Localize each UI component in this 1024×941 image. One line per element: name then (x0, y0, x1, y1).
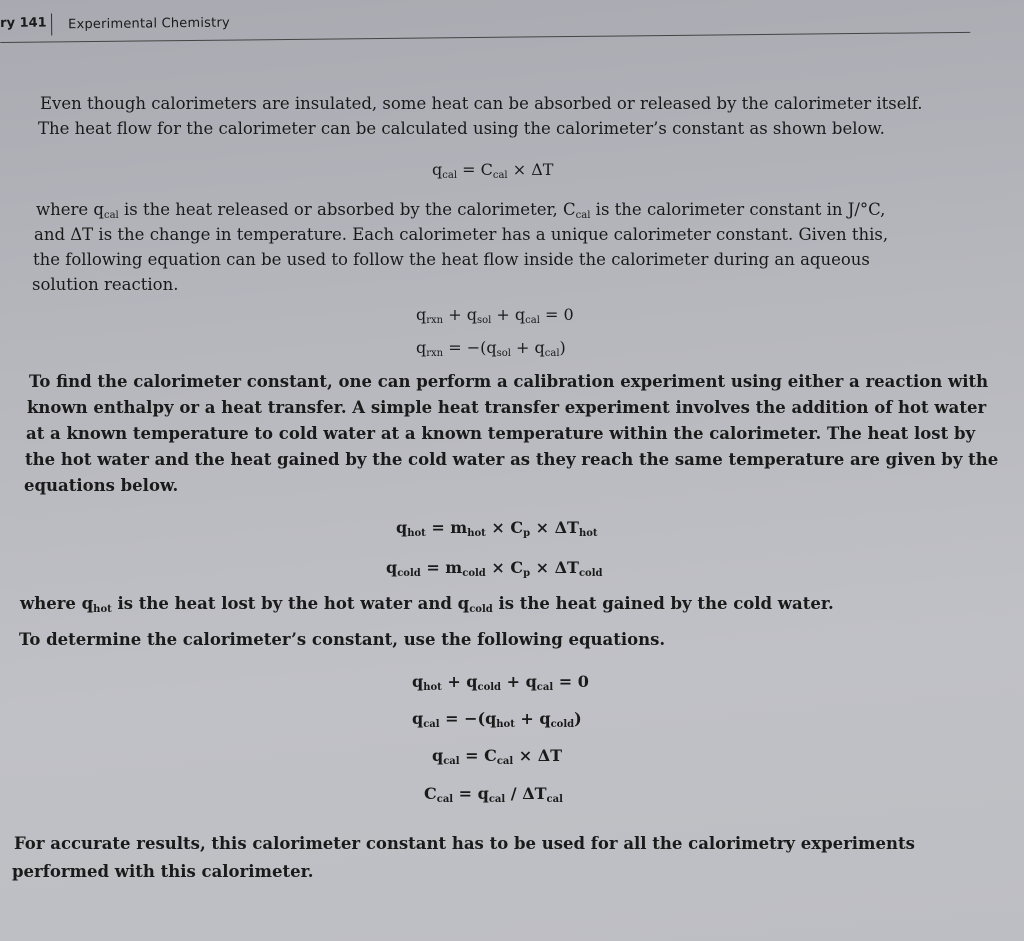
equation-qhot: $q_{hot} = m_{hot} \times C_p \times \Delta T_{hot}$ (396, 518, 598, 539)
course-number: ry 141 (0, 13, 52, 36)
para2-line4: solution reaction. (32, 275, 179, 294)
equation-qcal: $q_{cal} = C_{cal} \times \Delta T$ (432, 160, 554, 181)
equation-qrxn: $q_{rxn} = -(q_{sol} + q_{cal})$ (416, 338, 566, 359)
para2-line2: and ΔT is the change in temperature. Each calorimeter has a unique calorimeter constant. Given this, (34, 225, 889, 244)
para5: To determine the calorimeter’s constant, use the following equations. (19, 630, 666, 649)
para6-line2: performed with this calorimeter. (12, 862, 314, 881)
para2-line1: where $q_{cal}$ is the heat released or absorbed by the calorimeter, $C_{cal}$ is the calorimeter constant in J/°C, (36, 200, 886, 221)
para3-line2: known enthalpy or a heat transfer. A simple heat transfer experiment involves the addition of hot water (27, 398, 987, 417)
para3-line4: the hot water and the heat gained by the cold water as they reach the same temperature are given by the (25, 450, 999, 469)
equation-heat-balance: $q_{rxn} + q_{sol} + q_{cal} = 0$ (416, 305, 574, 326)
equation-qcold: $q_{cold} = m_{cold} \times C_p \times \Delta T_{cold}$ (386, 558, 603, 579)
para2-line3: the following equation can be used to follow the heat flow inside the calorimeter during an aqueous (33, 250, 870, 269)
para3-line5: equations below. (24, 476, 179, 495)
para6-line1: For accurate results, this calorimeter constant has to be used for all the calorimetry experiments (14, 834, 915, 853)
para3-line3: at a known temperature to cold water at a known temperature within the calorimeter. The heat lost by (26, 424, 976, 443)
equation-qcal-sum: $q_{cal} = -(q_{hot} + q_{cold})$ (412, 709, 582, 730)
book-title: Experimental Chemistry (68, 15, 230, 33)
para1-line2: The heat flow for the calorimeter can be calculated using the calorimeter’s constant as shown below. (38, 119, 885, 138)
para4: where $q_{hot}$ is the heat lost by the hot water and $q_{cold}$ is the heat gained by the cold water. (20, 594, 834, 615)
para3-line1: To find the calorimeter constant, one can perform a calibration experiment using either a reaction with (29, 372, 989, 391)
page-header (0, 2, 970, 43)
equation-qcal-const: $q_{cal} = C_{cal} \times \Delta T$ (432, 746, 563, 767)
equation-qtotal: $q_{hot} + q_{cold} + q_{cal} = 0$ (412, 672, 589, 693)
para1-line1: Even though calorimeters are insulated, some heat can be absorbed or released by the calorimeter itself. (40, 94, 923, 113)
equation-ccal: $C_{cal} = q_{cal} / \Delta T_{cal}$ (424, 784, 563, 805)
